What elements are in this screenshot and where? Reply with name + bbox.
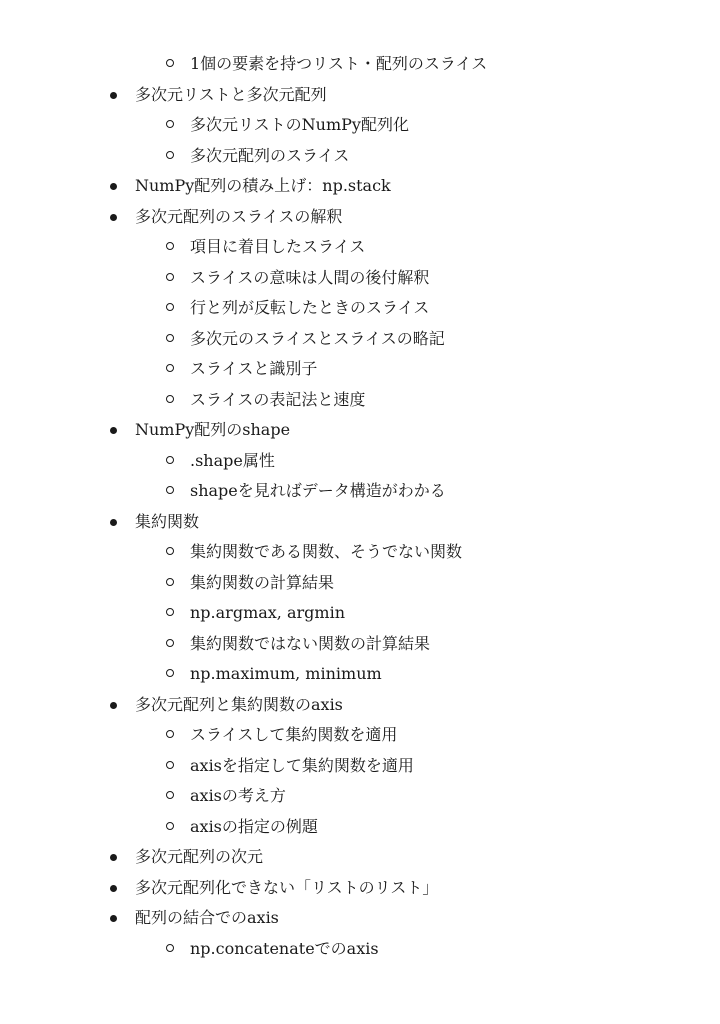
hollow-bullet-icon — [166, 59, 174, 67]
hollow-bullet-icon — [166, 578, 174, 586]
list-item-text: 集約関数である関数、そうでない関数 — [190, 542, 463, 561]
list-item-text: スライスと識別子 — [190, 359, 318, 378]
list-item-text: 多次元リストと多次元配列 — [135, 84, 327, 104]
bullet-icon — [110, 854, 117, 861]
list-item — [0, 324, 720, 355]
list-item — [0, 110, 720, 141]
hollow-bullet-icon — [166, 334, 174, 342]
hollow-bullet-icon — [166, 486, 174, 494]
list-item-text: 多次元のスライスとスライスの略記 — [190, 328, 445, 348]
list-item-text: 配列の結合でのaxis — [135, 908, 279, 927]
list-item-text: NumPy配列のshape — [135, 420, 291, 439]
bullet-icon — [110, 915, 117, 922]
hollow-bullet-icon — [166, 791, 174, 799]
list-item — [0, 812, 720, 843]
hollow-bullet-icon — [166, 639, 174, 647]
list-item-text: 行と列が反転したときのスライス — [190, 298, 430, 317]
list-item — [0, 385, 720, 416]
hollow-bullet-icon — [166, 608, 174, 616]
list-item — [0, 720, 720, 751]
list-item-text: 集約関数 — [135, 511, 200, 531]
bullet-icon — [110, 214, 117, 221]
list-item — [0, 232, 720, 263]
bullet-icon — [110, 183, 117, 190]
list-item-text: axisの考え方 — [190, 786, 286, 805]
list-item-text: 集約関数ではない関数の計算結果 — [190, 633, 431, 653]
list-item — [0, 568, 720, 599]
hollow-bullet-icon — [166, 822, 174, 830]
hollow-bullet-icon — [166, 120, 174, 128]
bullet-icon — [110, 702, 117, 709]
hollow-bullet-icon — [166, 944, 174, 952]
list-item-text: axisを指定して集約関数を適用 — [190, 755, 414, 775]
list-item — [0, 202, 720, 233]
list-item-text: np.argmax, argmin — [190, 603, 345, 622]
list-item — [0, 842, 720, 873]
list-item — [0, 263, 720, 294]
list-item — [0, 415, 720, 446]
list-item — [0, 629, 720, 660]
hollow-bullet-icon — [166, 395, 174, 403]
list-item-text: 多次元配列化できない「リストのリスト」 — [135, 877, 439, 897]
outline-list — [0, 49, 720, 964]
list-item-text: スライスの表記法と速度 — [190, 389, 366, 409]
bullet-icon — [110, 885, 117, 892]
list-item — [0, 507, 720, 538]
bullet-icon — [110, 427, 117, 434]
list-item-text: 多次元配列のスライスの解釈 — [135, 206, 343, 226]
hollow-bullet-icon — [166, 547, 174, 555]
hollow-bullet-icon — [166, 273, 174, 281]
list-item-text: np.maximum, minimum — [190, 664, 382, 683]
list-item — [0, 659, 720, 690]
list-item — [0, 903, 720, 934]
list-item — [0, 446, 720, 477]
hollow-bullet-icon — [166, 303, 174, 311]
list-item — [0, 873, 720, 904]
list-item — [0, 781, 720, 812]
list-item-text: 多次元配列の次元 — [135, 847, 264, 866]
list-item-text: .shape属性 — [190, 450, 275, 470]
list-item — [0, 598, 720, 629]
list-item — [0, 293, 720, 324]
list-item — [0, 171, 720, 202]
hollow-bullet-icon — [166, 669, 174, 677]
list-item-text: 項目に着目したスライス — [190, 237, 366, 256]
list-item — [0, 49, 720, 80]
list-item — [0, 751, 720, 782]
list-item-text: 多次元リストのNumPy配列化 — [190, 115, 409, 134]
hollow-bullet-icon — [166, 456, 174, 464]
list-item-text: 多次元配列と集約関数のaxis — [135, 694, 343, 714]
list-item-text: 1個の要素を持つリスト・配列のスライス — [190, 54, 488, 73]
list-item-text: NumPy配列の積み上げ：np.stack — [135, 176, 391, 195]
list-item-text: 多次元配列のスライス — [190, 145, 350, 165]
list-item-text: np.concatenateでのaxis — [190, 938, 379, 958]
list-item — [0, 80, 720, 111]
list-item — [0, 934, 720, 965]
list-item-text: スライスの意味は人間の後付解釈 — [190, 267, 430, 287]
hollow-bullet-icon — [166, 364, 174, 372]
list-item — [0, 537, 720, 568]
list-item — [0, 141, 720, 172]
list-item — [0, 690, 720, 721]
bullet-icon — [110, 519, 117, 526]
hollow-bullet-icon — [166, 242, 174, 250]
list-item-text: スライスして集約関数を適用 — [190, 725, 398, 744]
list-item — [0, 354, 720, 385]
hollow-bullet-icon — [166, 761, 174, 769]
list-item — [0, 476, 720, 507]
hollow-bullet-icon — [166, 730, 174, 738]
bullet-icon — [110, 92, 117, 99]
list-item-text: 集約関数の計算結果 — [190, 572, 335, 592]
list-item-text: axisの指定の例題 — [190, 816, 318, 836]
hollow-bullet-icon — [166, 151, 174, 159]
list-item-text: shapeを見ればデータ構造がわかる — [190, 481, 446, 500]
